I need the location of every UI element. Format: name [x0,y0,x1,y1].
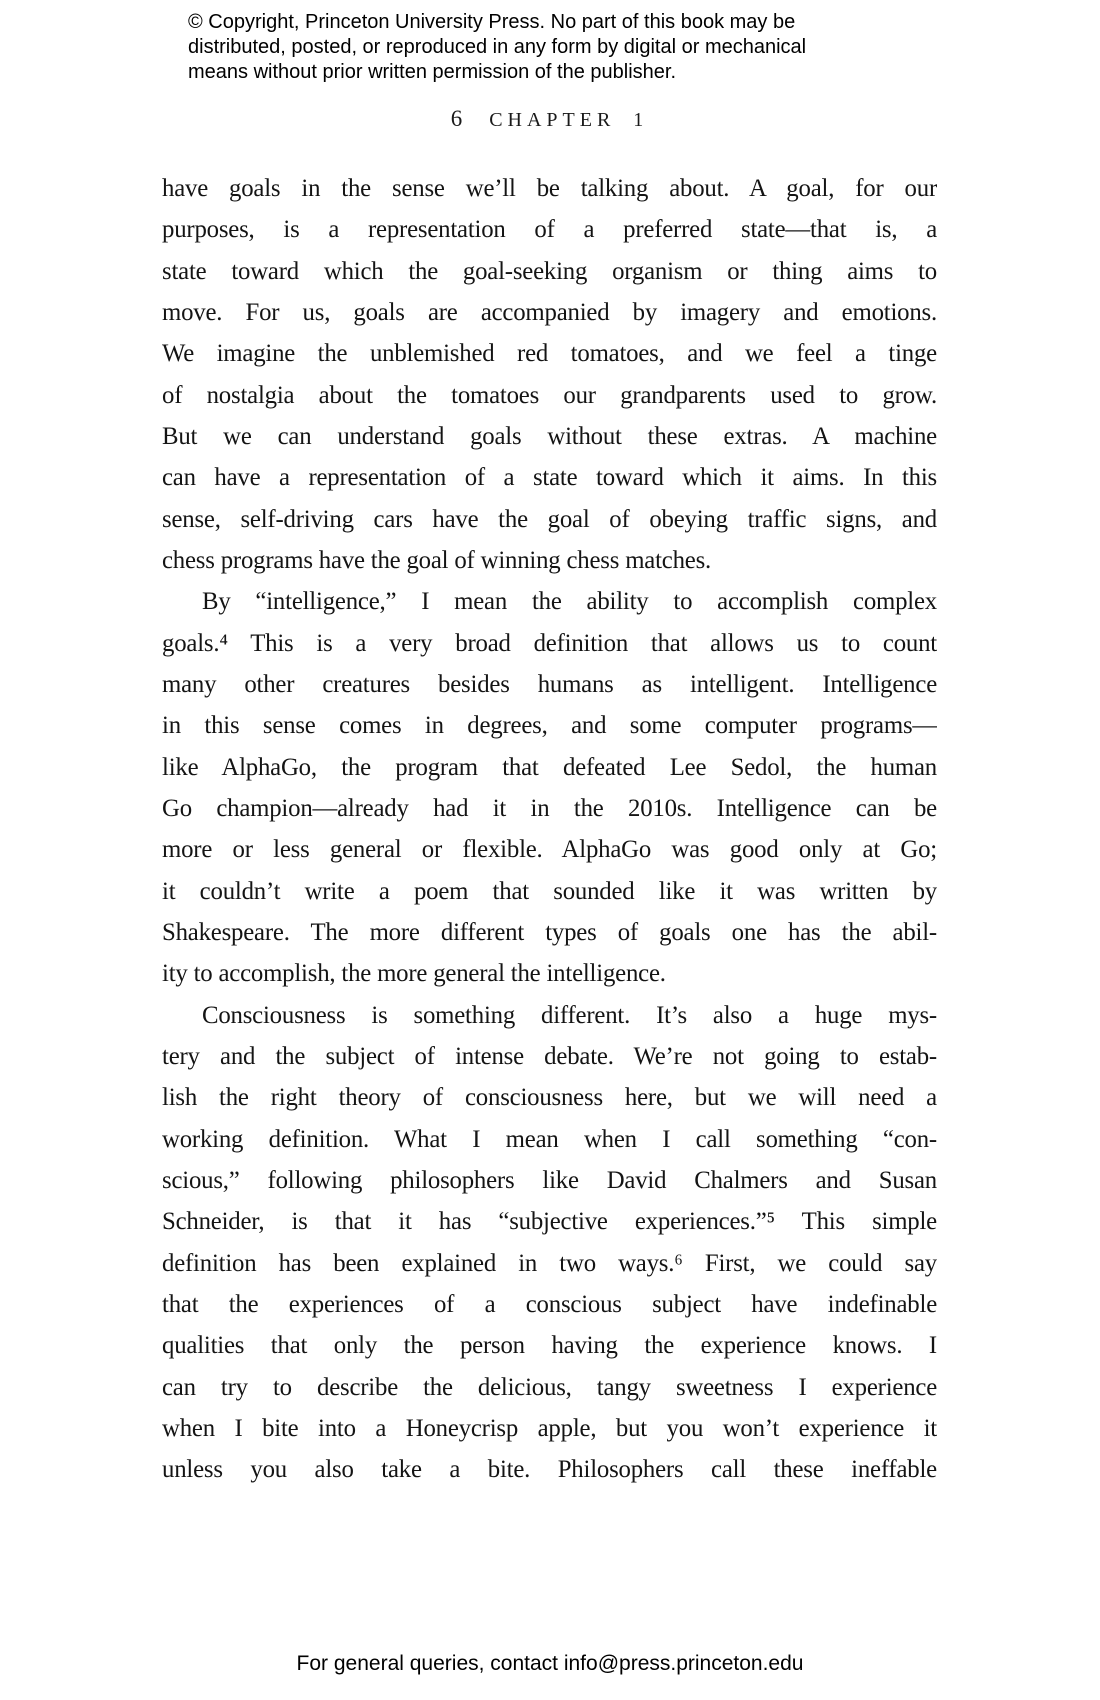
text-line: Schneider, is that it has “subjective experiences.”⁵ This simple [162,1208,937,1236]
text-line: when I bite into a Honeycrisp apple, but you won’t experience it [162,1414,937,1442]
text-line: state toward which the goal-seeking organism or thing aims to [162,257,937,285]
text-line: But we can understand goals without these extras. A machine [162,422,937,450]
text-line: Go champion—already had it in the 2010s. Intelligence can be [162,794,937,822]
text-line: definition has been explained in two ways.⁶ First, we could say [162,1249,937,1277]
text-line: can try to describe the delicious, tangy sweetness I experience [162,1373,937,1401]
text-line: move. For us, goals are accompanied by imagery and emotions. [162,298,937,326]
text-line: that the experiences of a conscious subject have indefinable [162,1290,937,1318]
text-line: can have a representation of a state toward which it aims. In this [162,464,937,492]
text-line: ity to accomplish, the more general the intelligence. [162,960,666,988]
copyright-line-3: means without prior written permission of the publisher. [188,61,677,83]
paragraph [162,995,937,1491]
text-line: in this sense comes in degrees, and some computer programs— [162,712,937,740]
text-line: it couldn’t write a poem that sounded like it was written by [162,877,937,905]
text-line: like AlphaGo, the program that defeated Lee Sedol, the human [162,753,937,781]
chapter-label: CHAPTER 1 [489,109,649,131]
text-line: By “intelligence,” I mean the ability to accomplish complex [202,588,937,616]
text-line: many other creatures besides humans as intelligent. Intelligence [162,670,937,698]
paragraph [162,581,937,994]
text-line: more or less general or flexible. AlphaGo was good only at Go; [162,836,937,864]
text-line: lish the right theory of consciousness here, but we will need a [162,1084,937,1112]
text-line: scious,” following philosophers like David Chalmers and Susan [162,1166,937,1194]
text-line: working definition. What I mean when I call something “con- [162,1125,937,1153]
body-text [162,168,937,1491]
text-line: chess programs have the goal of winning chess matches. [162,546,712,574]
page-number: 6 [450,106,464,131]
paragraph [162,168,937,581]
text-line: have goals in the sense we’ll be talking about. A goal, for our [162,175,937,202]
copyright-line-1: © Copyright, Princeton University Press. No part of this book may be [188,11,796,33]
text-line: Shakespeare. The more different types of goals one has the abil- [162,918,937,946]
text-line: qualities that only the person having the experience knows. I [162,1332,937,1360]
text-line: unless you also take a bite. Philosophers call these ineffable [162,1456,937,1484]
running-head [162,106,937,132]
text-line: purposes, is a representation of a preferred state—that is, a [162,216,937,244]
footer-queries: For general queries, contact info@press.princeton.edu [296,1652,804,1675]
copyright-notice [188,10,868,85]
text-line: sense, self-driving cars have the goal of obeying traffic signs, and [162,505,937,533]
text-line: of nostalgia about the tomatoes our grandparents used to grow. [162,381,937,409]
text-line: Consciousness is something different. It’s also a huge mys- [202,1001,937,1029]
text-line: We imagine the unblemished red tomatoes, and we feel a tinge [162,340,937,368]
text-line: goals.⁴ This is a very broad definition that allows us to count [162,629,937,657]
copyright-line-2: distributed, posted, or reproduced in any form by digital or mechanical [188,36,807,58]
text-line: tery and the subject of intense debate. We’re not going to estab- [162,1042,937,1070]
